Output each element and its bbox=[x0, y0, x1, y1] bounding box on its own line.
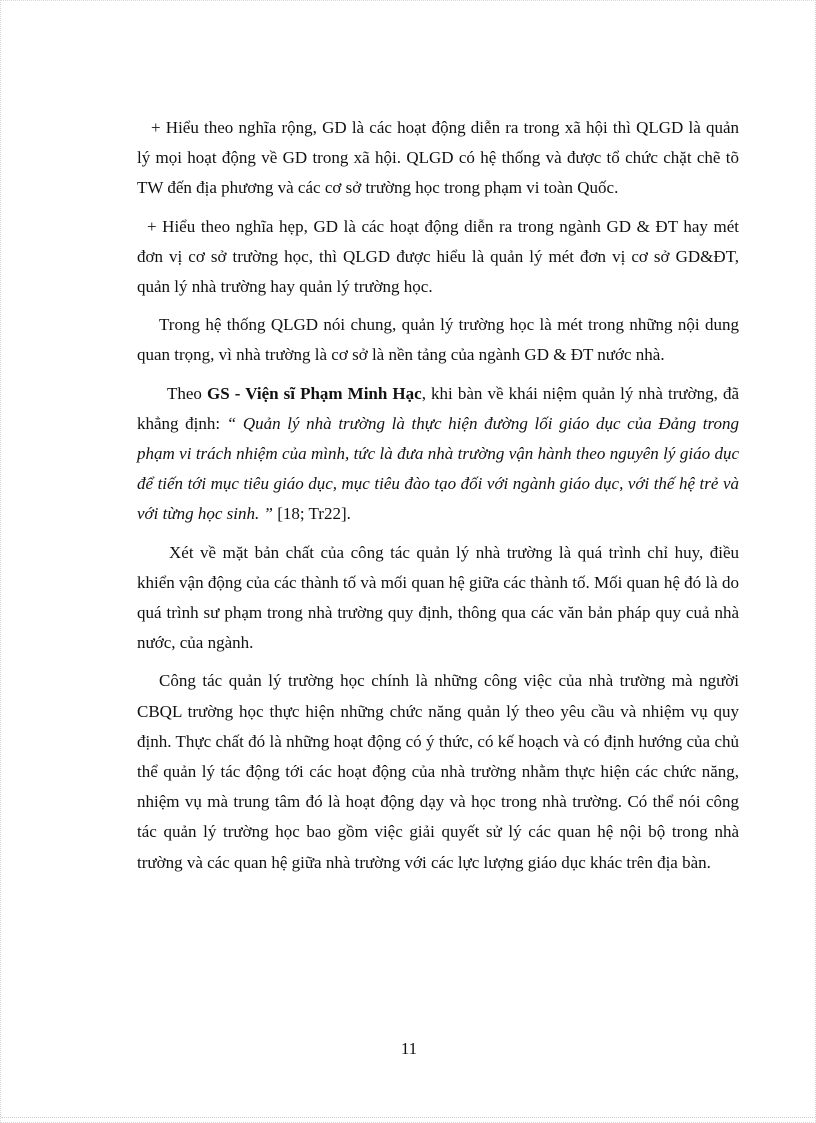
author-name: Viện sĩ Phạm Minh Hạc bbox=[245, 383, 422, 403]
paragraph-work: Công tác quản lý trường học chính là những công việc của nhà trường mà người CBQL trường học thực hiện những chức năng quản lý theo yêu cầu và nhiệm vụ quy định. Thực chất đó là những hoạt động có ý thức, có kế hoạch và có định hướng của chủ thể quản lý tác động tới các hoạt động của nhà trường nhằm thực hiện các chức năng, nhiệm vụ mà trung tâm đó là hoạt động dạy và học trong nhà trường. Có thể nói công tác quản lý trường học bao gồm việc giải quyết sử lý các quan hệ nội bộ trong nhà trường và các quan hệ giữa nhà trường với các lực lượng giáo dục khác trên địa bàn. bbox=[137, 671, 739, 872]
paragraph-nature: Xét về mặt bản chất của công tác quản lý nhà trường là quá trình chỉ huy, điều khiển vận động của các thành tố và mối quan hệ giữa các thành tố. Mối quan hệ đó là do quá trình sư phạm trong nhà trường quy định, thông qua các văn bản pháp quy cuả nhà nước, của ngành. bbox=[137, 542, 739, 653]
paragraph-school-management: Trong hệ thống QLGD nói chung, quản lý trường học là mét trong những nội dung quan trọng, vì nhà trường là cơ sở là nền tảng của ngành GD & ĐT nước nhà. bbox=[137, 315, 739, 365]
paragraph-broad-sense: + Hiểu theo nghĩa rộng, GD là các hoạt động diễn ra trong xã hội thì QLGD là quản lý mọi hoạt động về GD trong xã hội. QLGD có hệ thống và được tổ chức chặt chẽ tõ TW đến địa phương và các cơ sở trường học trong phạm vi toàn Quốc. bbox=[137, 118, 739, 198]
page-number: 11 bbox=[400, 1039, 418, 1058]
quote-lead: Theo bbox=[167, 383, 208, 403]
body-text bbox=[137, 113, 739, 886]
citation: [18; Tr22]. bbox=[272, 504, 351, 524]
paragraph-definition-quote bbox=[137, 379, 739, 530]
quote-middle: , khi bàn về khái niệm quản lý nhà trường, đã khẳng định: bbox=[137, 383, 739, 433]
quotation: “ Quản lý nhà trường là thực hiện đường lối giáo dục của Đảng trong phạm vi trách nhiệm của mình, tức là đưa nhà trường vận hành theo nguyên lý giáo dục để tiến tới mục tiêu giáo dục, mục tiêu đào tạo đối với ngành giáo dục, với thế hệ trẻ và với từng học sinh. ” bbox=[137, 413, 739, 524]
page-bottom-divider bbox=[1, 1117, 816, 1118]
author-title: GS - bbox=[207, 383, 246, 403]
paragraph-narrow-sense: + Hiểu theo nghĩa hẹp, GD là các hoạt động diễn ra trong ngành GD & ĐT hay mét đơn vị cơ sở trường học, thì QLGD được hiểu là quản lý mét đơn vị cơ sở GD&ĐT, quản lý nhà trường hay quản lý trường học. bbox=[137, 216, 739, 297]
